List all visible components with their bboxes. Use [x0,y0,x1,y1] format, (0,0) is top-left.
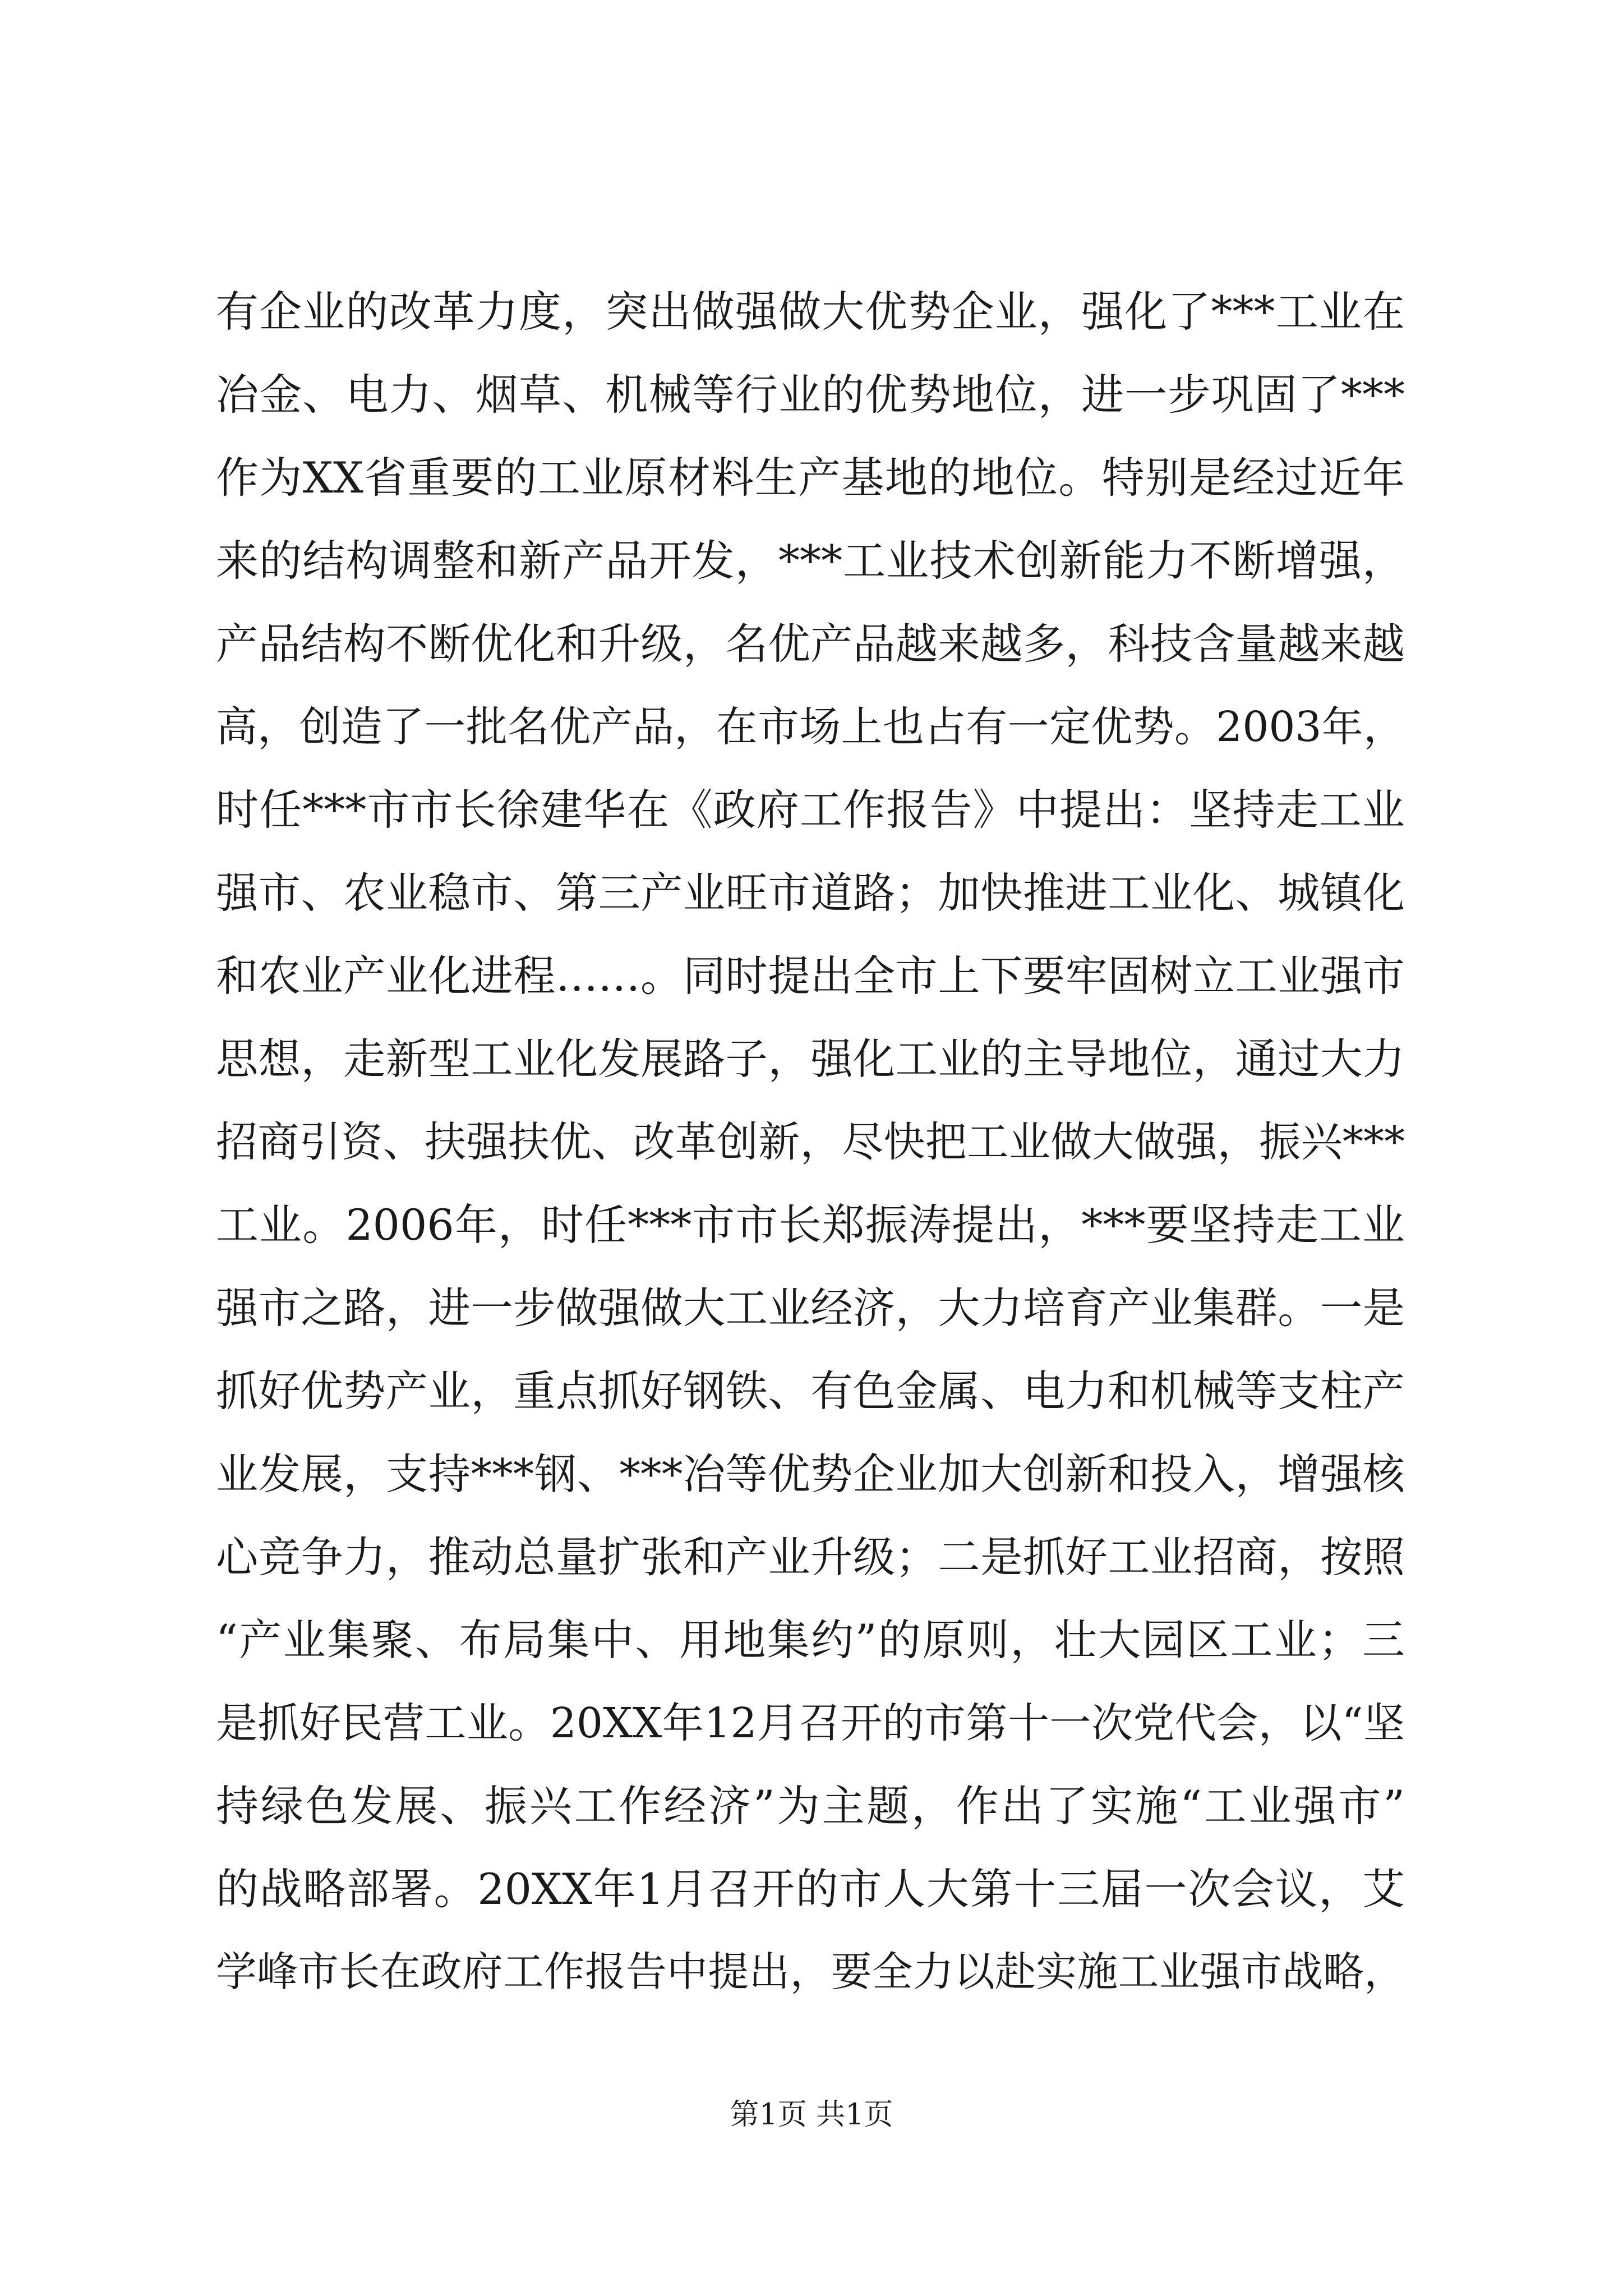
page-footer [0,2092,1623,2137]
text-line-18: 是抓好民营工业。20XX年12月召开的市第十一次党代会，以“坚 [216,1699,1405,1747]
text-line-9: 和农业产业化进程……。同时提出全市上下要牢固树立工业强市 [216,951,1405,1001]
text-line-20: 的战略部署。20XX年1月召开的市人大第十三届一次会议，艾 [216,1864,1405,1914]
text-line-4: 来的结构调整和新产品开发，***工业技术创新能力不断增强， [216,536,1405,586]
text-line-6: 高，创造了一批名优产品，在市场上也占有一定优势。2003年， [216,703,1405,751]
text-line-8: 强市、农业稳市、第三产业旺市道路；加快推进工业化、城镇化 [216,868,1405,918]
page-number-label: 第1页 共1页 [730,2098,893,2132]
text-line-14: 抓好优势产业，重点抓好钢铁、有色金属、电力和机械等支柱产 [216,1366,1405,1416]
text-line-16: 心竞争力，推动总量扩张和产业升级；二是抓好工业招商，按照 [216,1533,1405,1582]
text-line-2: 冶金、电力、烟草、机械等行业的优势地位，进一步巩固了*** [216,370,1405,420]
text-line-19: 持绿色发展、振兴工作经济”为主题，作出了实施“工业强市” [216,1781,1405,1831]
document-body [216,270,1405,2014]
text-line-15: 业发展，支持***钢、***冶等优势企业加大创新和投入，增强核 [216,1450,1405,1499]
text-line-1: 有企业的改革力度，突出做强做大优势企业，强化了***工业在 [216,287,1405,337]
text-line-11: 招商引资、扶强扶优、改革创新，尽快把工业做大做强，振兴*** [216,1118,1405,1166]
text-line-3: 作为XX省重要的工业原材料生产基地的地位。特别是经过近年 [216,453,1405,503]
text-line-7: 时任***市市长徐建华在《政府工作报告》中提出：坚持走工业 [216,785,1405,835]
text-line-21: 学峰市长在政府工作报告中提出，要全力以赴实施工业强市战略， [216,1948,1405,1996]
text-line-10: 思想，走新型工业化发展路子，强化工业的主导地位，通过大力 [216,1034,1405,1084]
text-line-5: 产品结构不断优化和升级，名优产品越来越多，科技含量越来越 [216,619,1405,669]
text-line-17: “产业集聚、布局集中、用地集约”的原则，壮大园区工业；三 [216,1615,1405,1665]
text-line-12: 工业。2006年，时任***市市长郑振涛提出，***要坚持走工业 [216,1200,1405,1250]
text-line-13: 强市之路，进一步做强做大工业经济，大力培育产业集群。一是 [216,1283,1405,1333]
